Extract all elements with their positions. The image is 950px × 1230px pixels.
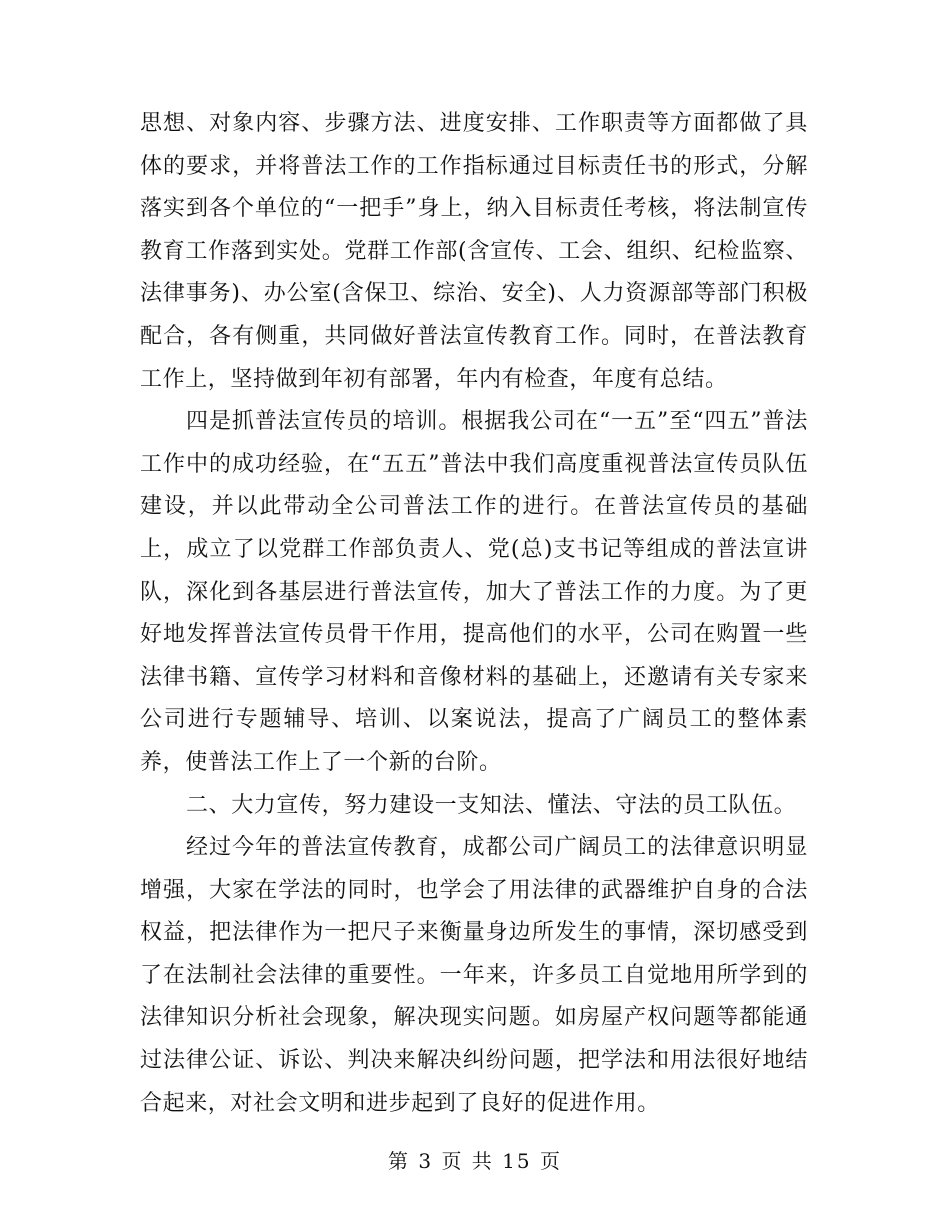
paragraph-continued: 思想、对象内容、步骤方法、进度安排、工作职责等方面都做了具体的要求，并将普法工作的工作指标通过目标责任书的形式，分解落实到各个单位的“一把手”身上，纳入目标责任考核，将法制宣传教育工作落到实处。党群工作部(含宣传、工会、组织、纪检监察、法律事务)、办公室(含保卫、综治、安全)、人力资源部等部门积极配合，各有侧重，共同做好普法宣传教育工作。同时，在普法教育工作上，坚持做到年初有部署，年内有检查，年度有总结。 (140, 111, 808, 392)
section-heading: 二、大力宣传，努力建设一支知法、懂法、守法的员工队伍。 (186, 792, 797, 818)
paragraph-training: 四是抓普法宣传员的培训。根据我公司在“一五”至“四五”普法工作中的成功经验，在“五五”普法中我们高度重视普法宣传员队伍建设，并以此带动全公司普法工作的进行。在普法宣传员的基础上，成立了以党群工作部负责人、党(总)支书记等组成的普法宣讲队，深化到各基层进行普法宣传，加大了普法工作的力度。为了更好地发挥普法宣传员骨干作用，提高他们的水平，公司在购置一些法律书籍、宣传学习材料和音像材料的基础上，还邀请有关专家来公司进行专题辅导、培训、以案说法，提高了广阔员工的整体素养，使普法工作上了一个新的台阶。 (140, 409, 808, 775)
page-number-footer: 第 3 页 共 15 页 (388, 1149, 562, 1173)
paragraph-results: 经过今年的普法宣传教育，成都公司广阔员工的法律意识明显增强，大家在学法的同时，也学会了用法律的武器维护自身的合法权益，把法律作为一把尺子来衡量身边所发生的事情，深切感受到了在法制社会法律的重要性。一年来，许多员工自觉地用所学到的法律知识分析社会现象，解决现实问题。如房屋产权问题等都能通过法律公证、诉讼、判决来解决纠纷问题，把学法和用法很好地结合起来，对社会文明和进步起到了良好的促进作用。 (140, 835, 808, 1116)
document-body (140, 103, 808, 1125)
